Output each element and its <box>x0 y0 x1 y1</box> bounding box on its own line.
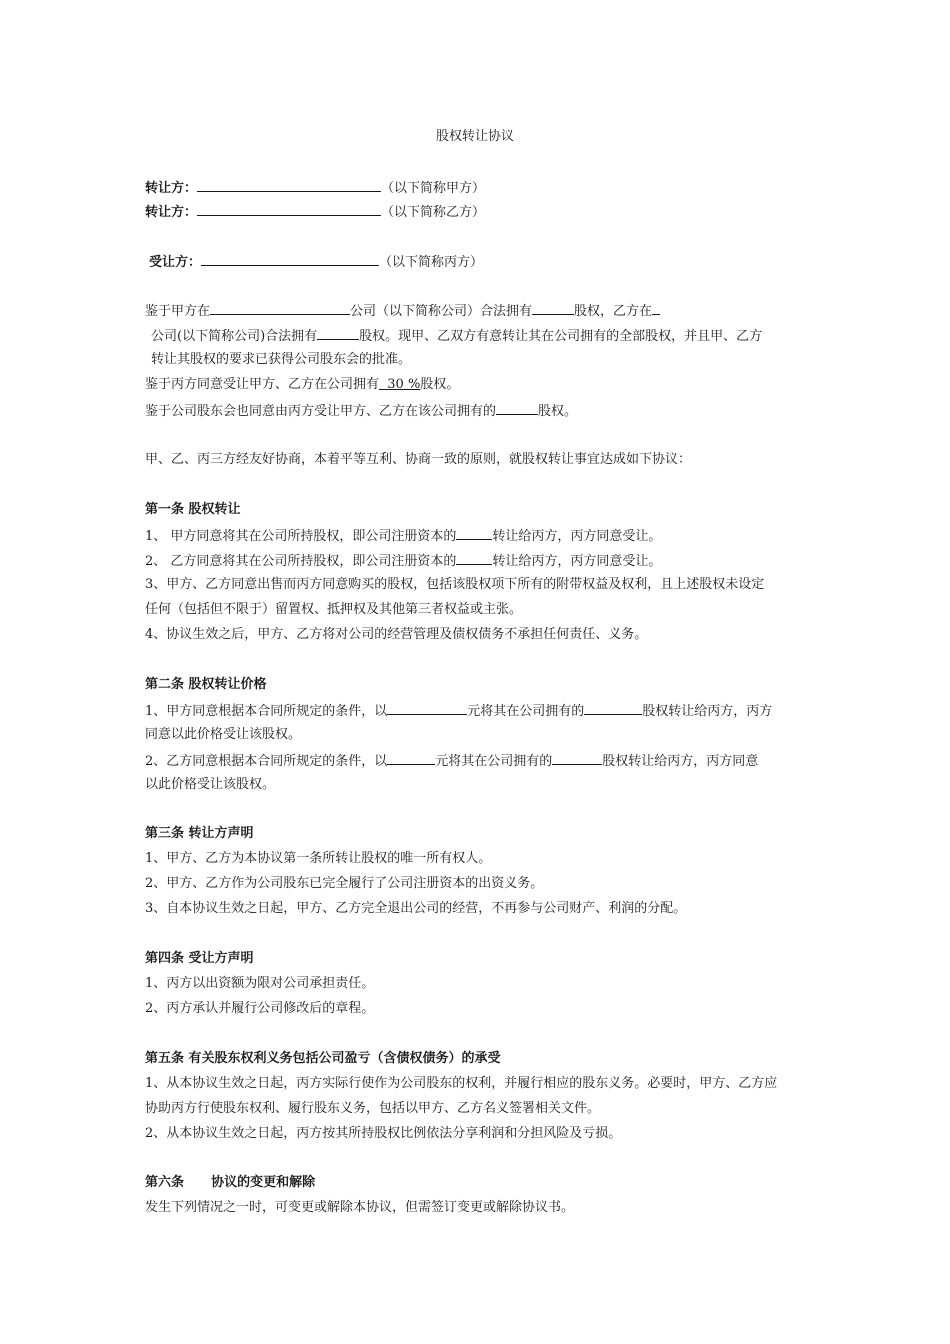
document-title: 股权转让协议 <box>435 129 514 144</box>
party-b-line <box>145 202 485 222</box>
recital-text: 股权，乙方在 <box>574 304 653 319</box>
clause-text: 2、 乙方同意将其在公司所持股权，即公司注册资本的 <box>145 554 457 569</box>
article-3-title: 第三条 转让方声明 <box>145 826 254 841</box>
article-2-clause-1-line-1 <box>145 701 772 721</box>
price-a-blank[interactable] <box>387 701 467 715</box>
party-a-line <box>145 178 485 198</box>
preamble: 甲、乙、丙三方经友好协商，本着平等互利、协商一致的原则，就股权转让事宜达成如下协议： <box>145 452 692 467</box>
recital-text: 鉴于甲方在 <box>145 304 211 319</box>
recital-1-line-1 <box>145 301 660 321</box>
party-a-label: 转让方： <box>145 181 198 196</box>
article-1-clause-3-line-1: 3、甲方、乙方同意出售而丙方同意购买的股权，包括该股权项下所有的附带权益及权利，且上述股权未设定 <box>145 577 765 592</box>
price-b-blank[interactable] <box>387 751 435 765</box>
article-5-clause-1-line-2: 协助丙方行使股东权利、履行股东义务，包括以甲方、乙方名义签署相关文件。 <box>145 1101 601 1116</box>
article-3-clause-3: 3、自本协议生效之日起，甲方、乙方完全退出公司的经营，不再参与公司财产、利润的分配。 <box>145 901 687 916</box>
share-b-blank[interactable] <box>456 551 492 565</box>
recital-text: 股权。现甲、乙双方有意转让其在公司拥有的全部股权，并且甲、乙方 <box>359 329 763 344</box>
clause-text: 1、甲方同意根据本合同所规定的条件，以 <box>145 704 388 719</box>
clause-text: 股权转让给丙方，丙方 <box>642 704 773 719</box>
recital-text: 鉴于丙方同意受让甲方、乙方在公司拥有 <box>145 377 380 392</box>
party-b-label: 转让方： <box>145 205 198 220</box>
recital-text: 股权。 <box>538 404 578 419</box>
clause-text: 转让给丙方，丙方同意受让。 <box>492 529 662 544</box>
equity-c-blank[interactable] <box>496 401 538 415</box>
recital-1-line-2 <box>151 326 762 346</box>
recital-text: 股权。 <box>420 377 460 392</box>
equity-percent: 30 % <box>379 377 421 392</box>
clause-text: 2、乙方同意根据本合同所规定的条件，以 <box>145 754 388 769</box>
recital-text: 鉴于公司股东会也同意由丙方受让甲方、乙方在该公司拥有的 <box>145 404 497 419</box>
article-2-clause-1-line-2: 同意以此价格受让该股权。 <box>145 727 302 742</box>
recital-text: 公司（以下简称公司）合法拥有 <box>350 304 533 319</box>
transfer-a-blank[interactable] <box>584 701 642 715</box>
article-5-clause-1-line-1: 1、从本协议生效之日起，丙方实际行使作为公司股东的权利，并履行相应的股东义务。必要时，甲方、乙方应 <box>145 1076 778 1091</box>
equity-a-blank[interactable] <box>532 301 574 315</box>
article-2-clause-2-line-2: 以此价格受让该股权。 <box>145 777 276 792</box>
party-a-suffix: （以下简称甲方） <box>381 181 486 196</box>
recital-2 <box>145 376 459 394</box>
article-1-title: 第一条 股权转让 <box>145 502 241 517</box>
article-3-clause-1: 1、甲方、乙方为本协议第一条所转让股权的唯一所有权人。 <box>145 851 492 866</box>
article-1-clause-2 <box>145 551 661 571</box>
article-4-title: 第四条 受让方声明 <box>145 951 254 966</box>
recital-3 <box>145 401 577 421</box>
recital-text: 公司(以下简称公司)合法拥有 <box>151 329 318 344</box>
party-c-line <box>149 252 483 272</box>
party-a-blank[interactable] <box>197 178 381 192</box>
share-a-blank[interactable] <box>456 526 492 540</box>
company-b-blank[interactable] <box>652 301 660 315</box>
article-6-intro: 发生下列情况之一时，可变更或解除本协议，但需签订变更或解除协议书。 <box>145 1200 575 1215</box>
recital-1-line-3: 转让其股权的要求已获得公司股东会的批准。 <box>151 352 412 367</box>
party-c-label: 受让方： <box>149 255 202 270</box>
clause-text: 转让给丙方，丙方同意受让。 <box>492 554 662 569</box>
clause-text: 元将其在公司拥有的 <box>467 704 585 719</box>
equity-b-blank[interactable] <box>317 326 359 340</box>
article-2-title: 第二条 股权转让价格 <box>145 677 267 692</box>
company-a-blank[interactable] <box>210 301 350 315</box>
article-2-clause-2-line-1 <box>145 751 758 771</box>
party-b-blank[interactable] <box>197 202 381 216</box>
article-5-title: 第五条 有关股东权利义务包括公司盈亏（含债权债务）的承受 <box>145 1051 501 1066</box>
party-b-suffix: （以下简称乙方） <box>381 205 486 220</box>
clause-text: 股权转让给丙方，丙方同意 <box>602 754 759 769</box>
clause-text: 1、 甲方同意将其在公司所持股权，即公司注册资本的 <box>145 529 457 544</box>
article-1-clause-3-line-2: 任何（包括但不限于）留置权、抵押权及其他第三者权益或主张。 <box>145 602 523 617</box>
transfer-b-blank[interactable] <box>552 751 602 765</box>
article-1-clause-4: 4、协议生效之后，甲方、乙方将对公司的经营管理及债权债务不承担任何责任、义务。 <box>145 627 648 642</box>
article-3-clause-2: 2、甲方、乙方作为公司股东已完全履行了公司注册资本的出资义务。 <box>145 876 544 891</box>
party-c-blank[interactable] <box>201 252 379 266</box>
article-4-clause-2: 2、丙方承认并履行公司修改后的章程。 <box>145 1001 375 1016</box>
article-4-clause-1: 1、丙方以出资额为限对公司承担责任。 <box>145 976 375 991</box>
clause-text: 元将其在公司拥有的 <box>435 754 553 769</box>
article-6-title: 第六条 协议的变更和解除 <box>145 1175 316 1190</box>
article-1-clause-1 <box>145 526 661 546</box>
article-5-clause-2: 2、从本协议生效之日起，丙方按其所持股权比例依法分享利润和分担风险及亏损。 <box>145 1126 622 1141</box>
party-c-suffix: （以下简称丙方） <box>379 255 484 270</box>
